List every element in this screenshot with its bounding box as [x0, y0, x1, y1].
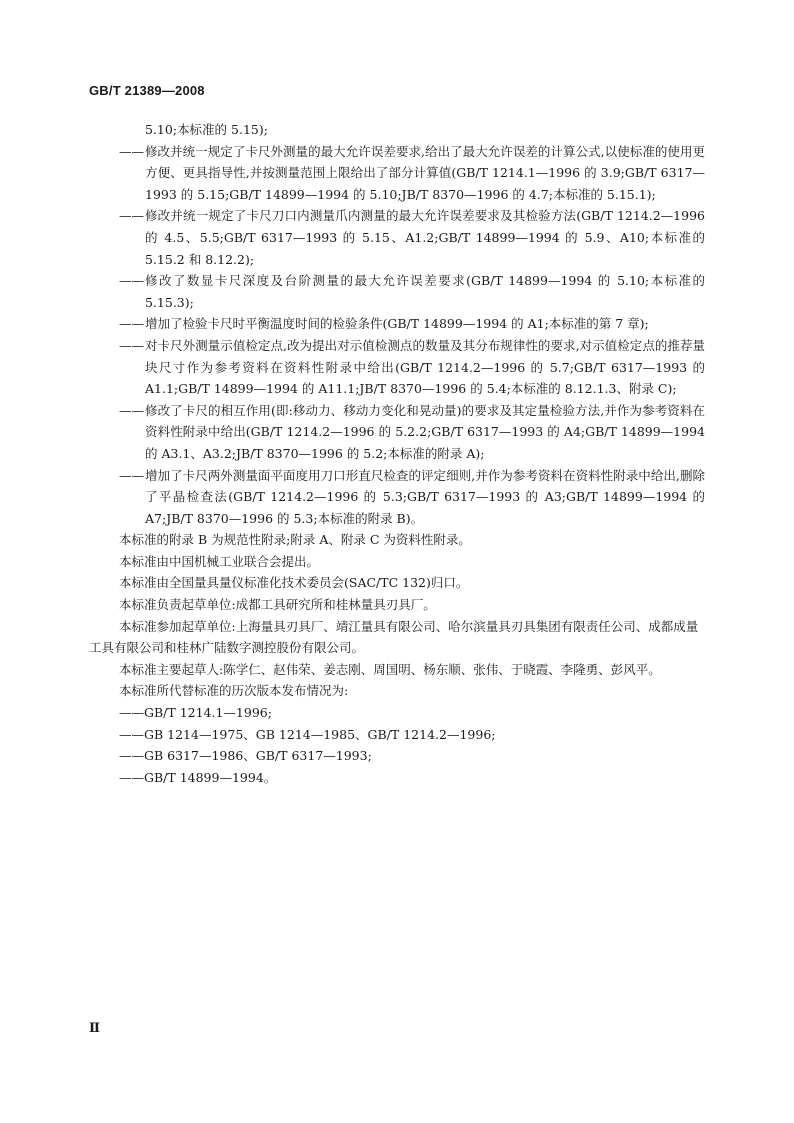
dash-bullet: —— — [119, 337, 144, 353]
dash-bullet: —— — [119, 143, 144, 159]
history-item-4 — [119, 767, 705, 789]
change-item-text: 对卡尺外测量示值检定点,改为提出对示值检测点的数量及其分布规律性的要求,对示值检定点的推荐量块尺寸作为参考资料在资料性附录中给出(GB/T 1214.2—1996 的 5.7;GB/T 6317—1993 的 A1.1;GB/T 14899—1994 的 A11.1;JB/T 8370—1996 的 5.4;本标准的 8.12.1.3、附录 C); — [145, 337, 705, 397]
change-item-text: 修改了卡尺的相互作用(即:移动力、移动力变化和晃动量)的要求及其定量检验方法,并作为参考资料在资料性附录中给出(GB/T 1214.2—1996 的 5.2.2;GB/T 6317—1993 的 A4;GB/T 14899—1994 的 A3.1、A3.2;JB/T 8370—1996 的 5.2;本标准的附录 A); — [145, 402, 705, 461]
annex-note: 本标准的附录 B 为规范性附录;附录 A、附录 C 为资料性附录。 — [119, 532, 471, 548]
standard-number-header: GB/T 21389—2008 — [89, 83, 205, 98]
history-item-2 — [119, 724, 705, 746]
dash-bullet: —— — [119, 273, 144, 289]
participating-units: 本标准参加起草单位:上海量具刃具厂、靖江量具有限公司、哈尔滨量具刃具集团有限责任公司、成都成量工具有限公司和桂林广陆数字测控股份有限公司。 — [89, 618, 699, 656]
dash-bullet: —— — [119, 467, 144, 483]
dash-bullet: —— — [119, 316, 144, 332]
history-item-1 — [119, 702, 705, 724]
history-item-text: GB 1214—1975、GB 1214—1985、GB/T 1214.2—1996; — [144, 726, 496, 742]
foreword-body — [89, 119, 705, 788]
change-item-5 — [119, 335, 705, 400]
change-item-2 — [119, 205, 705, 270]
change-item-6 — [119, 400, 705, 465]
history-item-text: GB/T 1214.1—1996; — [144, 705, 272, 721]
change-item-1 — [119, 141, 705, 206]
history-item-text: GB/T 14899—1994。 — [144, 769, 277, 785]
change-item-text: 增加了卡尺两外测量面平面度用刀口形直尺检查的评定细则,并作为参考资料在资料性附录中给出,删除了平晶检查法(GB/T 1214.2—1996 的 5.3;GB/T 6317—1993 的 A3;GB/T 14899—1994 的 A7;JB/T 8370—1996 的 5.3;本标准的附录 B)。 — [145, 467, 705, 526]
change-item-text: 修改了数显卡尺深度及台阶测量的最大允许误差要求(GB/T 14899—1994 的 5.10;本标准的 5.15.3); — [145, 273, 705, 310]
drafted-by: 本标准负责起草单位:成都工具研究所和桂林量具刃具厂。 — [119, 597, 436, 613]
managed-by: 本标准由全国量具量仪标准化技术委员会(SAC/TC 132)归口。 — [119, 575, 469, 591]
dash-bullet: —— — [119, 402, 144, 418]
proposed-by: 本标准由中国机械工业联合会提出。 — [119, 553, 320, 569]
continuation-line: 5.10;本标准的 5.15); — [145, 122, 268, 137]
change-item-4 — [119, 313, 705, 335]
dash-bullet: —— — [119, 748, 144, 764]
change-item-text: 修改并统一规定了卡尺刀口内测量爪内测量的最大允许误差要求及其检验方法(GB/T 1214.2—1996 的 4.5、5.5;GB/T 6317—1993 的 5.15、A1.2;GB/T 14899—1994 的 5.9、A10;本标准的 5.15.2 和 8.12.2); — [145, 208, 705, 267]
change-item-3 — [119, 270, 705, 313]
history-item-text: GB 6317—1986、GB/T 6317—1993; — [144, 748, 372, 764]
dash-bullet: —— — [119, 705, 144, 721]
dash-bullet: —— — [119, 769, 144, 785]
change-item-text: 增加了检验卡尺时平衡温度时间的检验条件(GB/T 14899—1994 的 A1;本标准的第 7 章); — [145, 316, 649, 332]
page-number: Ⅱ — [89, 1021, 100, 1036]
dash-bullet: —— — [119, 208, 144, 224]
change-item-text: 修改并统一规定了卡尺外测量的最大允许误差要求,给出了最大允许误差的计算公式,以使标准的使用更方便、更具指导性,并按测量范围上限给出了部分计算值(GB/T 1214.1—1996 的 3.9;GB/T 6317—1993 的 5.15;GB/T 14899—1994 的 5.10;JB/T 8370—1996 的 4.7;本标准的 5.15.1); — [145, 143, 705, 202]
main-drafters: 本标准主要起草人:陈学仁、赵伟荣、姜志刚、周国明、杨东顺、张伟、于晓霞、李隆勇、彭风平。 — [119, 661, 661, 677]
history-intro: 本标准所代替标准的历次版本发布情况为: — [119, 683, 349, 699]
change-item-7 — [119, 465, 705, 530]
dash-bullet: —— — [119, 726, 144, 742]
history-item-3 — [119, 745, 705, 767]
